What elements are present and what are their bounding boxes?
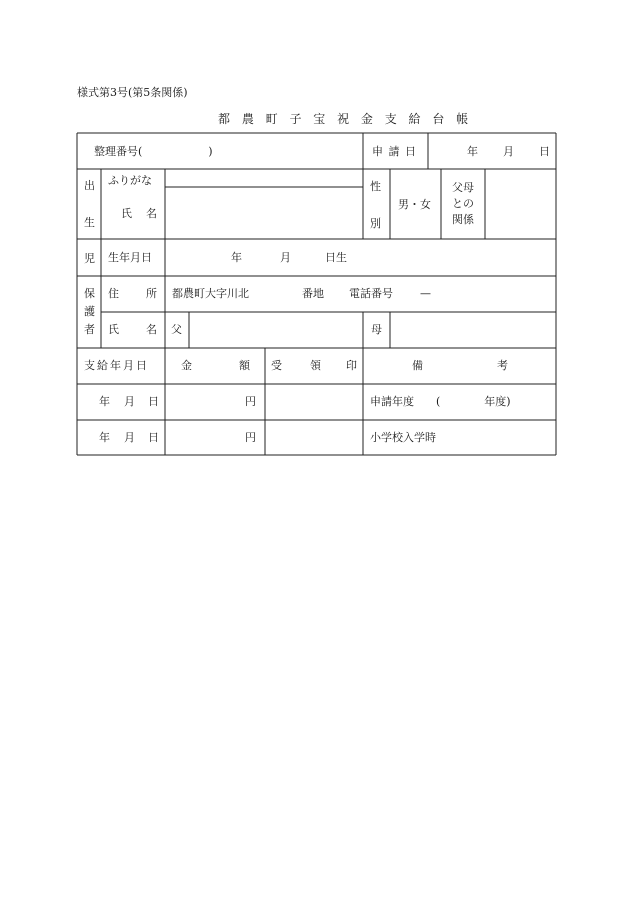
row2-hi: 日 — [148, 431, 159, 444]
shussei-char-2: 生 — [84, 216, 95, 229]
guardian-char-3: 者 — [84, 323, 95, 336]
birthdate-label: 生年月日 — [108, 251, 152, 264]
birth-hi: 日生 — [325, 251, 347, 264]
receipt-header-b: 領 — [310, 359, 321, 372]
shussei-char-3: 児 — [84, 252, 95, 265]
mother-label: 母 — [371, 323, 382, 336]
phone-dash: — — [420, 287, 431, 300]
sex-label-1: 性 — [370, 180, 381, 193]
seiri-bango-label: 整理番号( ) — [94, 145, 213, 158]
guardian-name-label-b: 名 — [146, 323, 157, 336]
sex-value: 男・女 — [398, 198, 431, 211]
relation-label-3: 関係 — [452, 213, 474, 226]
form-reference: 様式第3号(第5条関係) — [77, 86, 188, 99]
address-label-b: 所 — [146, 287, 157, 300]
birth-nen: 年 — [231, 251, 242, 264]
relation-label-2: との — [452, 197, 474, 210]
sex-label-2: 別 — [370, 217, 381, 230]
father-label: 父 — [171, 323, 182, 336]
remarks-header-b: 考 — [497, 359, 508, 372]
banchi-label: 番地 — [302, 287, 324, 300]
remarks-header-a: 備 — [412, 359, 423, 372]
shinsei-hi: 日 — [539, 145, 550, 158]
payment-date-header: 支給年月日 — [84, 359, 149, 372]
address-label-a: 住 — [108, 287, 119, 300]
row1-tsuki: 月 — [124, 395, 135, 408]
row1-nen: 年 — [99, 395, 110, 408]
row2-remarks: 小学校入学時 — [370, 431, 436, 444]
phone-label: 電話番号 — [349, 287, 393, 300]
row2-tsuki: 月 — [124, 431, 135, 444]
amount-header-a: 金 — [181, 359, 192, 372]
row1-hi: 日 — [148, 395, 159, 408]
address-prefix: 都農町大字川北 — [172, 287, 249, 300]
guardian-char-2: 護 — [84, 305, 95, 318]
shinsei-tsuki: 月 — [503, 145, 514, 158]
row2-nen: 年 — [99, 431, 110, 444]
receipt-header-a: 受 — [271, 359, 282, 372]
child-name-label-a: 氏 — [121, 207, 132, 220]
shussei-char-1: 出 — [84, 179, 95, 192]
furigana-label: ふりがな — [108, 174, 152, 187]
shinsei-nen: 年 — [467, 145, 478, 158]
guardian-char-1: 保 — [84, 287, 95, 300]
row1-yen: 円 — [245, 395, 256, 408]
row1-remarks: 申請年度 ( 年度) — [370, 395, 511, 408]
form-title: 都 農 町 子 宝 祝 金 支 給 台 帳 — [218, 112, 473, 126]
receipt-header-c: 印 — [346, 359, 357, 372]
relation-label-1: 父母 — [452, 181, 474, 194]
shinsei-bi-label: 申 請 日 — [372, 145, 417, 158]
birth-tsuki: 月 — [280, 251, 291, 264]
row2-yen: 円 — [245, 431, 256, 444]
guardian-name-label-a: 氏 — [108, 323, 119, 336]
amount-header-b: 額 — [239, 359, 250, 372]
child-name-label-b: 名 — [146, 207, 157, 220]
